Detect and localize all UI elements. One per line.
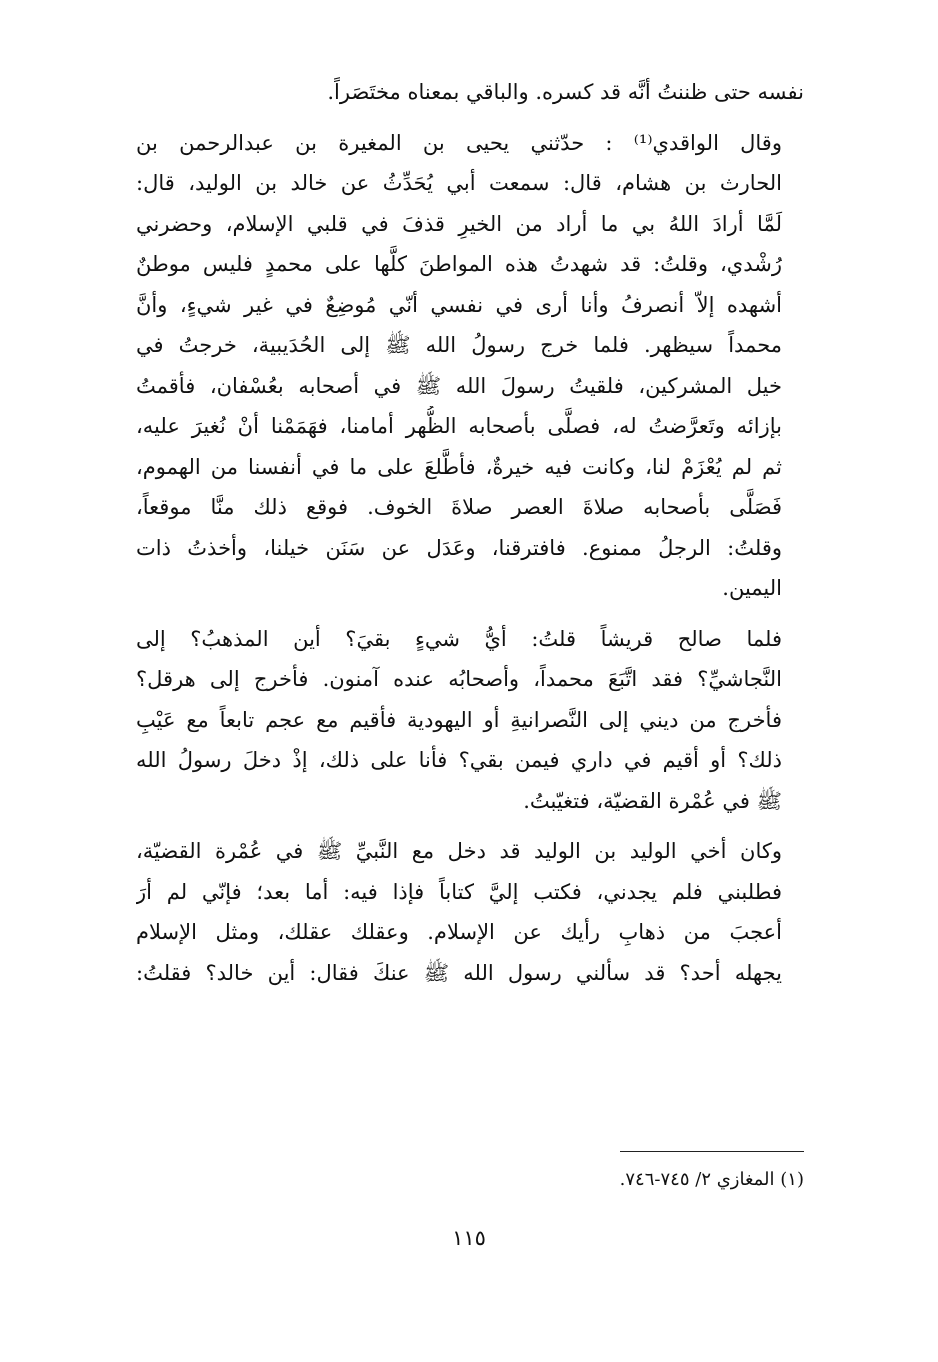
footnote: (١) المغازي ٢/ ٧٤٥-٧٤٦. [619,1169,804,1190]
text-line: وقال الواقدي⁽¹⁾ : حدّثني يحيى بن المغيرة بن عبدالرحمن بن [136,130,782,155]
text-line: فَصَلَّى بأصحابه صلاةَ العصر صلاةَ الخوف. فوقع ذلك منَّا موقعاً، [136,495,782,519]
text-line: نفسه حتى ظننتُ أنَّه قد كسره. والباقي بمعناه مختَصَراً. [327,80,804,104]
text-line: النَّجاشيِّ؟ فقد اتَّبَعَ محمداً، وأصحابُه عنده آمنون. فأخرج إلى هرقل؟ [136,667,782,691]
text-line: لَمَّا أرادَ اللهُ بي ما أراد من الخيرِ قذفَ في قلبي الإسلام، وحضرني [136,211,782,236]
footnote-divider [620,1151,804,1152]
text-line: محمداً سيظهر. فلما خرج رسولُ الله ﷺ إلى الحُدَيبية، خرجتُ في [136,333,782,357]
text-line: ﷺ في عُمْرة القضيّة، فتغيّبتُ. [523,788,782,813]
text-line: فطلبني فلم يجدني، فكتب إليَّ كتاباً فإذا فيه: أما بعد؛ فإنّي لم أرَ [136,879,782,904]
text-line: رُشْدي، وقلتُ: قد شهدتُ هذه المواطنَ كلَّها على محمدٍ فليس موطنٌ [136,252,782,276]
text-line: أشهده إلاّ أنصرفُ وأنا أرى في نفسي أنّي مُوضِعٌ في غير شيءٍ، وأنَّ [136,292,782,317]
text-line: وكان أخي الوليد بن الوليد قد دخل مع النَّبيِّ ﷺ في عُمْرة القضيّة، [136,839,782,863]
text-line: خيل المشركين، فلقيتُ رسولَ الله ﷺ في أصحابه بعُسْفان، فأقمتُ [136,373,782,398]
text-line: الحارث بن هشام، قال: سمعت أبي يُحَدِّثُ عن خالد بن الوليد، قال: [136,171,782,195]
text-line: فلما صالح قريشاً قلتُ: أيُّ شيءٍ بقيَ؟ أين المذهبُ؟ إلى [136,626,782,651]
text-line: أعجبَ من ذهابِ رأيك عن الإسلام. وعقلك عقلك، ومثل الإسلام [136,920,782,944]
paragraph-4 [136,831,804,993]
text-line: فأخرج من ديني إلى النَّصرانيةِ أو اليهودية فأقيم مع عجم تابعاً مع عَيْبِ [136,707,782,732]
text-line: ثم لم يُعْزَمْ لنا، وكانت فيه خيرةٌ، فأطَّلعَ على ما في أنفسنا من الهموم، [136,454,782,479]
text-line: اليمين. [722,576,782,600]
text-line: ذلك؟ أو أقيم في داري فيمن بقي؟ فأنا على ذلك، إذْ دخلَ رسولُ الله [136,748,782,772]
paragraph-2 [136,123,804,609]
paragraph-3 [136,619,804,822]
page-number: ١١٥ [452,1226,486,1250]
text-line: بإزائه وتَعرَّضتُ له، فصلَّى بأصحابه الظُّهر أمامنا، فهَمَمْنا أنْ نُغيرَ عليه، [136,414,782,438]
text-line: يجهله أحد؟ قد سألني رسول الله ﷺ عنكَ فقال: أين خالد؟ فقلتُ: [136,960,782,985]
text-line: وقلتُ: الرجلُ ممنوع. فافترقنا، وعَدَل عن سَنَن خيلنا، وأخذتُ ذات [136,535,782,560]
paragraph-1 [136,72,804,113]
page-body [136,72,804,1003]
